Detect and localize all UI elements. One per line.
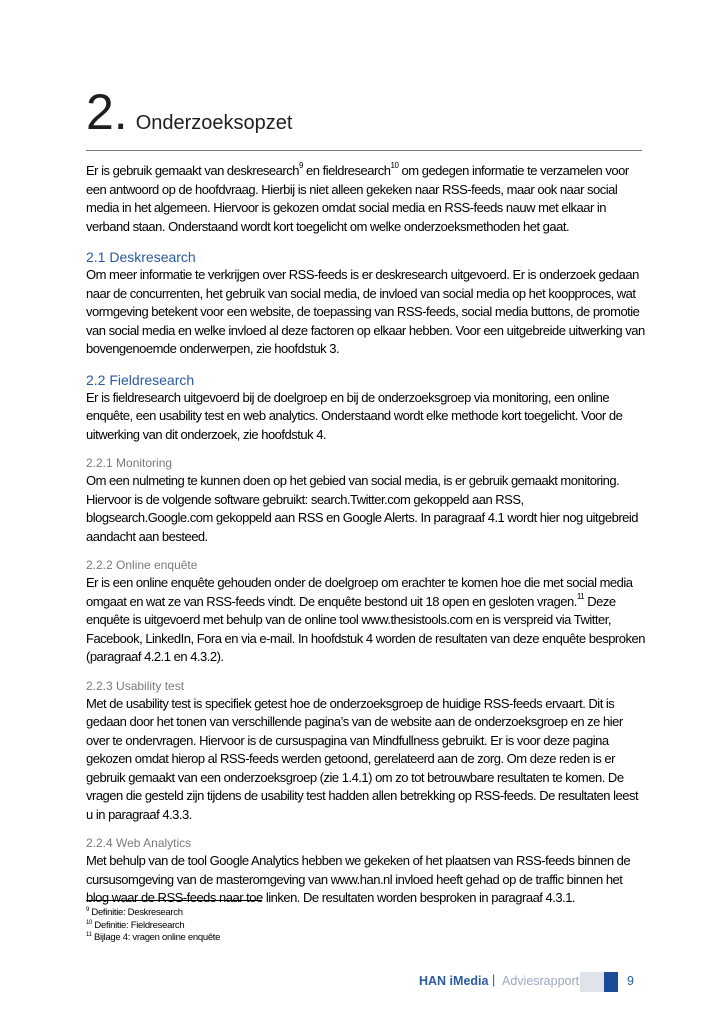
footnote: $^9$ Definitie: Deskresearch	[86, 907, 183, 918]
footnotes	[86, 907, 220, 945]
footnote-ref[interactable]: 11	[576, 591, 585, 601]
footnote-divider	[86, 900, 262, 901]
footnote-ref[interactable]: 9	[298, 161, 303, 170]
footer-separator: |	[492, 973, 496, 987]
paragraph-fieldresearch: Er is fieldresearch uitgevoerd bij de doelgroep en bij de onderzoeksgroep via monitoring, een online enquête, een usability test en web analytics. Onderstaand wordt elke methode kort toegelicht. Voor de uitwerking van dit onderzoek, zie hoofdstuk 4.	[86, 389, 623, 442]
section-heading-fieldresearch: 2.2 Fieldresearch	[86, 371, 195, 388]
subsection-heading-monitoring: 2.2.1 Monitoring	[86, 456, 173, 470]
subsection-heading-usability-test: 2.2.3 Usability test	[86, 678, 185, 693]
page-number: 9	[627, 974, 634, 988]
section-heading-deskresearch: 2.1 Deskresearch	[86, 249, 196, 265]
footer-doc-type: Adviesrapport	[502, 974, 580, 988]
intro-paragraph: Er is gebruik gemaakt van deskresearch$^9$ en fieldresearch$^{10}$ om gedegen informatie te verzamelen voor een antwoord op de hoofdvraag. Hierbij is niet alleen gekeken naar RSS-feeds, maar ook naar social media in het algemeen. Hiervoor is gekozen omdat social media en RSS-feeds nauw met elkaar in verband staan. Onderstaand wordt kort toegelicht om welke onderzoeksmethoden het gaat.	[86, 161, 629, 234]
chapter-divider	[86, 150, 642, 151]
paragraph-online-enquete: Er is een online enquête gehouden onder de doelgroep om erachter te komen hoe die met social media omgaat en wat ze van RSS-feeds vindt. De enquête bestond uit 18 open en gesloten vragen.$^{11}$ Deze enquête is uitgevoerd met behulp van de online tool www.thesistools.com en is verspreid via Twitter, Facebook, LinkedIn, Fora en via e-mail. In hoofdstuk 4 worden de resultaten van deze enquête besproken (paragraaf 4.2.1 en 4.3.2).	[86, 575, 645, 664]
footer-brand: HAN iMedia	[419, 974, 489, 988]
footer-light-block	[580, 972, 604, 992]
paragraph-monitoring: Om een nulmeting te kunnen doen op het gebied van social media, is er gebruik gemaakt monitoring. Hiervoor is de volgende software gebruikt: search.Twitter.com gekoppeld aan RSS, blogsearch.Google.com gekoppeld aan RSS en Google Alerts. In paragraaf 4.1 wordt hier nog uitgebreid aandacht aan besteed.	[86, 473, 638, 544]
chapter-heading	[86, 86, 646, 138]
paragraph-usability-test: Met de usability test is specifiek getest hoe de onderzoeksgroep de huidige RSS-feeds ervaart. Dit is gedaan door het tonen van verschillende pagina’s van de website aan de onderzoeksgroep en ze hier over te ondervragen. Hiervoor is de cursuspagina van Mindfullness gebruikt. Er is voor deze pagina gekozen omdat hierop al RSS-feeds werden getoond, gerelateerd aan de zorg. Om deze reden is er gebruik gemaakt van een onderzoeksgroep (zie 1.4.1) om zo tot betrouwbare resultaten te komen. De vragen die gesteld zijn tijdens de usability test hadden allen betrekking op RSS-feeds. De resultaten leest u in paragraaf 4.3.3.	[86, 695, 639, 822]
chapter-title: Onderzoeksopzet	[135, 112, 293, 134]
footnote-ref[interactable]: 10	[390, 161, 399, 170]
footnote: $^{11}$ Bijlage 4: vragen online enquête	[86, 932, 221, 943]
subsection-heading-online-enquete: 2.2.2 Online enquête	[86, 558, 198, 572]
subsection-heading-web-analytics: 2.2.4 Web Analytics	[86, 836, 192, 850]
paragraph-web-analytics: Met behulp van de tool Google Analytics hebben we gekeken of het plaatsen van RSS-feeds binnen de cursusomgeving van de masteromgeving van www.han.nl invloed heeft gehad op de traffic binnen het blog waar de RSS-feeds naar toe linken. De resultaten worden besproken in paragraaf 4.3.1.	[86, 853, 631, 905]
page-body	[86, 162, 646, 908]
chapter-number: 2.	[86, 84, 128, 140]
footer-dark-block	[604, 972, 618, 992]
paragraph-deskresearch: Om meer informatie te verkrijgen over RSS-feeds is er deskresearch uitgevoerd. Er is onderzoek gedaan naar de concurrenten, het gebruik van social media, de invloed van social media op het koopproces, wat vormgeving betekent voor een website, de toepassing van RSS-feeds, social media buttons, de promotie van social media en welke invloed al deze factoren op elkaar hebben. Voor een uitgebreide uitwerking van bovengenoemde onderwerpen, zie hoofdstuk 3.	[86, 267, 645, 356]
page-footer	[0, 968, 728, 992]
footnote: $^{10}$ Definitie: Fieldresearch	[86, 919, 185, 931]
